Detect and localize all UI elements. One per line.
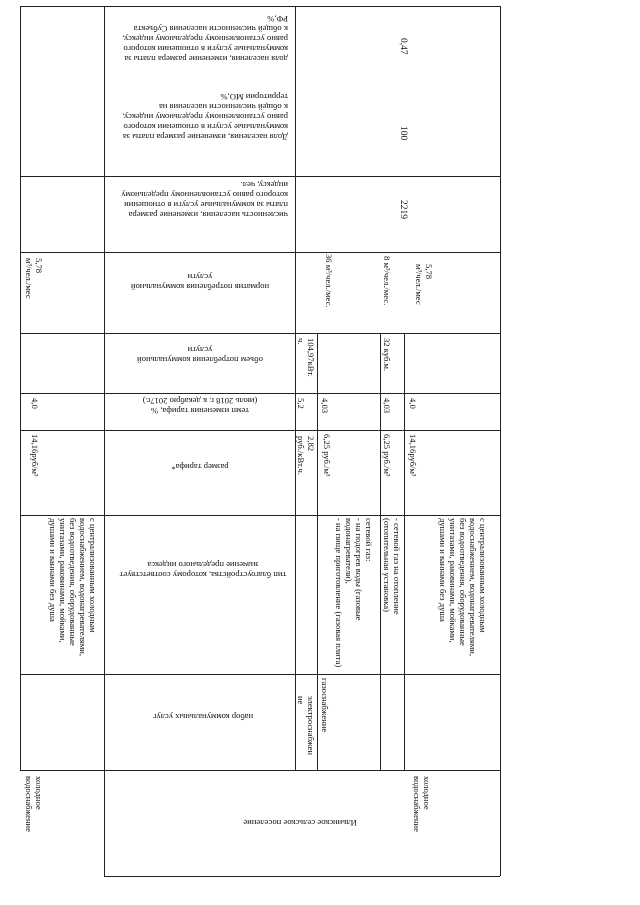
row-water-tariff: 14,16руб/м³	[408, 434, 418, 477]
row-water-norm: 5,78 м³/чел./мес	[414, 264, 434, 305]
grid-line	[404, 333, 405, 770]
total-share-mo: 100	[398, 126, 408, 141]
grid-line	[20, 176, 500, 177]
row-water-service: холодное водоснабжение	[412, 776, 432, 832]
row-gas-rate: 4,03	[320, 398, 330, 414]
total-share-subj: 0,47	[398, 38, 408, 55]
grid-line	[20, 430, 500, 431]
row-electricity-tariff: 2,82 руб./кВт.ч.	[296, 436, 316, 475]
grid-line	[317, 333, 318, 770]
top-row-norm: 5,78 м³/чел./мес	[24, 258, 44, 299]
row-gas-heating-norm: 8 м³/чел./мес.	[382, 256, 392, 306]
top-row-tariff: 14,16руб/м³	[30, 434, 40, 477]
row-gas-heating-tariff: 6,25 руб./м³	[382, 434, 392, 477]
grid-line	[20, 6, 500, 7]
row-electricity-volume: 104,97кВт. ч.	[296, 338, 316, 377]
row-electricity-service: электроснабжен ие	[296, 696, 316, 755]
header-rate: темп изменения тарифа, % (июль 2018 г. к декабрю 2017г.)	[142, 396, 258, 416]
header-kind: набор коммунальных услуг	[152, 712, 254, 722]
header-population: численность населения, изменение размера платы за коммунальные услуги в отношении которого равно установленному предельному индексу, чел.	[121, 180, 288, 220]
row-gas-heating-type: - сетевой газ на отопление (отопительная установка)	[382, 518, 402, 615]
header-type: тип благоустройства, которому соответствует значение предельного индекса	[119, 560, 287, 580]
top-row-service: холодное водоснабжение	[24, 776, 44, 832]
row-electricity-rate: 5,2	[296, 398, 306, 409]
top-row-rate: 4,0	[30, 398, 40, 409]
settlement-name: Ильинское сельское поселение	[243, 818, 357, 828]
total-population: 2219	[398, 200, 408, 219]
grid-line	[104, 6, 105, 876]
grid-line	[20, 6, 21, 770]
row-water-rate: 4,0	[408, 398, 418, 409]
row-gas-heating-rate: 4,03	[382, 398, 392, 414]
grid-line	[20, 770, 500, 771]
row-gas-norm: 36 м³/чел./мес.	[324, 254, 334, 308]
grid-line	[20, 674, 500, 675]
grid-line	[20, 515, 500, 516]
header-norm: норматив потребления коммунальной услуги	[130, 272, 270, 292]
row-water-type: с централизованным холодным водоснабжением, водонагревателями, без водоотведения, оборудованные унитазами, раковинами, мойками, душами и ваннами без душа	[438, 518, 488, 657]
header-volume: объем потребления коммунальной услуги	[137, 345, 263, 365]
header-share-mo: Доля населения, изменение размера платы за коммунальные услуги в отношении которого равно установленному предельному индексу, к общей численности населения на территории МО,%	[122, 92, 288, 142]
grid-line	[104, 876, 500, 877]
header-share-subj: доля населения, изменение размера платы за коммунальные услуги в отношении которого равно установленному предельному индексу, к общей численности населения Субъекта РФ,%	[122, 14, 288, 64]
row-gas-type: сетевой газ: - на подогрев воды (газовые водонагреватели), - на пище приготовление (газовая плита)	[334, 518, 374, 668]
row-gas-heating-volume: 32 куб.м.	[382, 338, 392, 372]
grid-line	[380, 333, 381, 770]
row-gas-service: газоснабжение	[320, 678, 330, 733]
grid-line	[20, 393, 500, 394]
grid-line	[20, 252, 500, 253]
grid-line	[500, 6, 501, 876]
top-row-type: с централизованным холодным водоснабжением, водонагревателями, без водоотведения, оборудованные унитазами, раковинами, мойками, душами и ваннами без душа	[48, 518, 98, 657]
header-tariff: размер тарифа*	[171, 462, 229, 472]
row-gas-tariff: 6,25 руб./м³	[322, 434, 332, 477]
